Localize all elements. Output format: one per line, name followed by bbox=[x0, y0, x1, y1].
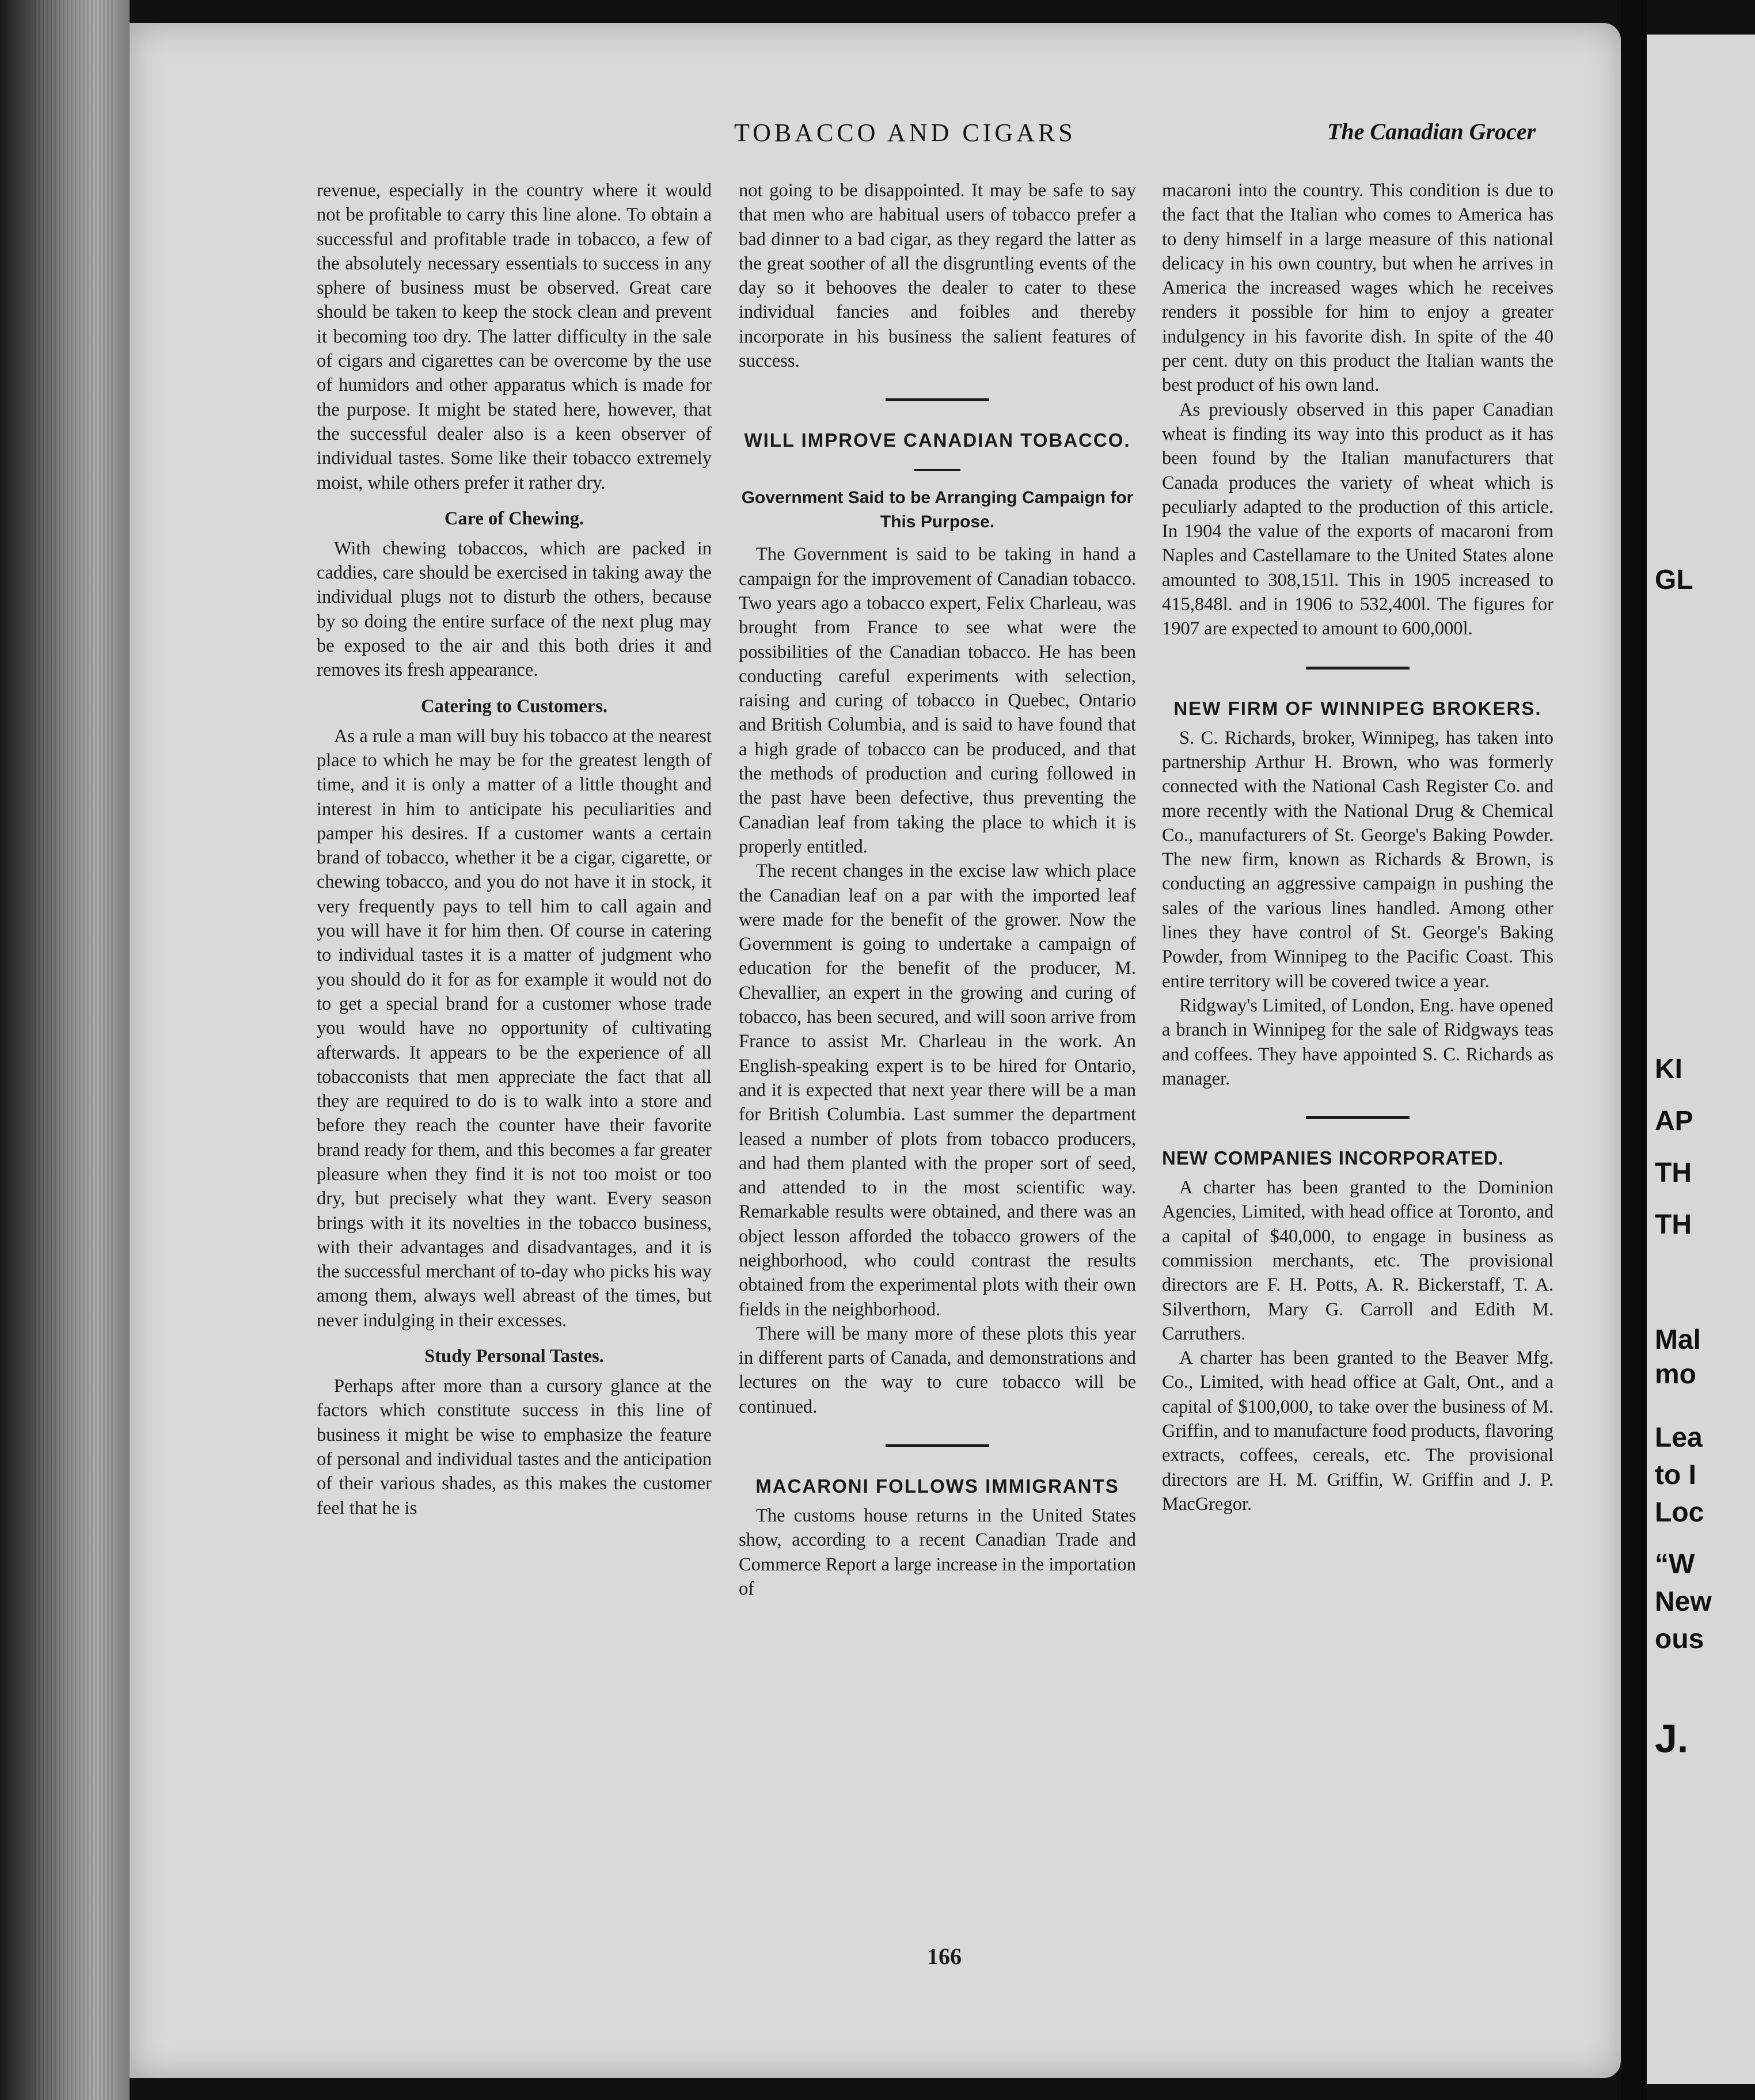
section-divider bbox=[886, 1444, 989, 1447]
facing-page-text: GL bbox=[1655, 565, 1693, 595]
facing-page-text: New bbox=[1655, 1587, 1712, 1617]
facing-page-text: Lea bbox=[1655, 1422, 1703, 1453]
section-divider bbox=[1306, 667, 1410, 669]
subhead-care-of-chewing: Care of Chewing. bbox=[444, 508, 584, 529]
page-number: 166 bbox=[927, 1943, 962, 1969]
col1-paragraph: As a rule a man will buy his tobacco at the nearest place to which he may be for the greatest length of time, and it is only a matter of a little thought and interest in him to anticipate his peculiarities and pamper his desires. If a customer wants a certain brand of tobacco, whether it be a cigar, cigarette, or chewing tobacco, and you do not have it in stock, it very frequently pays to tell him to call again and you will have it for him then. Of course in catering to individual tastes it is a matter of judgment who you should do it for as for example it would not do to get a special brand for a customer whose trade you would have no opportunity of cultivating afterwards. It appears to be the experience of all tobacconists that men appreciate the fact that all they are required to do is to walk into a store and before they reach the counter have their favorite brand ready for them, and this becomes a far greater pleasure when they find it is not too moist or too dry, but precisely what they want. Every season brings with it its novelties in the tobacco business, with their advantages and disadvantages, and it is the successful merchant of to-day who picks his way among them, always well abreast of the times, but never indulging in their excesses. bbox=[317, 725, 712, 1331]
facing-page-text: TH bbox=[1655, 1209, 1692, 1240]
section-divider bbox=[1306, 1116, 1410, 1119]
book-binding-edge bbox=[0, 0, 130, 2100]
headline-new-companies: NEW COMPANIES INCORPORATED. bbox=[1162, 1147, 1505, 1169]
facing-page-text: J. bbox=[1655, 1716, 1689, 1761]
section-divider bbox=[886, 398, 989, 401]
facing-page-text: to I bbox=[1655, 1460, 1696, 1490]
facing-page-text: Loc bbox=[1655, 1497, 1704, 1528]
col3-paragraph: Ridgway's Limited, of London, Eng. have opened a branch in Winnipeg for the sale of Ridgways teas and coffees. They have appointed S. C. Richards as manager. bbox=[1162, 995, 1553, 1089]
col3-paragraph: As previously observed in this paper Canadian wheat is finding its way into this product as it has been found by the Italian manufacturers that Canada produces the variety of wheat which is peculiarly adapted to the production of this article. In 1904 the value of the exports of macaroni from Naples and Castellamare to the United States alone amounted to 308,151l. This in 1905 increased to 415,848l. and in 1906 to 532,400l. The figures for 1907 are expected to amount to 600,000l. bbox=[1162, 399, 1553, 640]
headline-winnipeg-brokers: NEW FIRM OF WINNIPEG BROKERS. bbox=[1173, 697, 1542, 719]
col1-paragraph: revenue, especially in the country where it would not be profitable to carry this line alone. To obtain a successful and profitable trade in tobacco, a few of the absolutely necessary essentials to success in any sphere of business must be observed. Great care should be taken to keep the stock clean and prevent it becoming too dry. The latter difficulty in the sale of cigars and cigarettes can be overcome by the use of humidors and other apparatus which is made for the purpose. It might be stated here, however, that the successful dealer also is a keen observer of individual tastes. Some like their tobacco extremely moist, while others prefer it rather dry. bbox=[317, 180, 712, 493]
page-gutter bbox=[1621, 0, 1647, 2100]
subhead-study-tastes: Study Personal Tastes. bbox=[424, 1346, 604, 1367]
facing-page-text: “W bbox=[1655, 1549, 1695, 1580]
col1-paragraph: Perhaps after more than a cursory glance at the factors which constitute success in this line of business it might be wise to emphasize the feature of personal and individual tastes and the anticipation of their various shades, as this makes the customer feel that he is bbox=[317, 1376, 712, 1519]
deck-government-campaign: Government Said to be Arranging Campaign for This Purpose. bbox=[741, 488, 1134, 532]
col2-paragraph: The recent changes in the excise law which place the Canadian leaf on a par with the imported leaf were made for the benefit of the grower. Now the Government is going to undertake a campaign of education for the benefit of the producer, M. Chevallier, an expert in the growing and curing of tobacco, has been secured, and will soon arrive from France to assist Mr. Charleau in the work. An English-speaking expert is to be hired for Ontario, and it is expected that next year there will be a man for British Columbia. Last summer the department leased a number of plots from tobacco producers, and had them planted with the proper sort of seed, and attended to in the most scientific way. Remarkable results were obtained, and there was an object lesson afforded the tobacco growers of the neighborhood, who could contrast the results obtained from the experimental plots with their own fields in the neighborhood. bbox=[739, 861, 1136, 1320]
headline-canadian-tobacco: WILL IMPROVE CANADIAN TOBACCO. bbox=[744, 429, 1131, 451]
facing-page-text: AP bbox=[1655, 1106, 1693, 1136]
facing-page-text: KI bbox=[1655, 1054, 1682, 1085]
headline-macaroni: MACARONI FOLLOWS IMMIGRANTS bbox=[755, 1475, 1119, 1497]
col3-paragraph: macaroni into the country. This condition is due to the fact that the Italian who comes to America has to deny himself in a large measure of this national delicacy in his own country, but when he arrives in America the increased wages which he receives renders it possible for him to enjoy a greater indulgency in his favorite dish. In spite of the 40 per cent. duty on this product the Italian wants the best product of his own land. bbox=[1162, 180, 1553, 396]
facing-page-text: TH bbox=[1655, 1158, 1692, 1188]
column-3 bbox=[1162, 178, 1553, 1928]
publication-running-title: The Canadian Grocer bbox=[1327, 119, 1536, 144]
col2-paragraph: not going to be disappointed. It may be safe to say that men who are habitual users of tobacco prefer a bad dinner to a bad cigar, as they regard the latter as the great soother of all the disgruntling events of the day so it behooves the dealer to cater to these individual fancies and foibles and thereby incorporate in his business the salient features of success. bbox=[739, 180, 1136, 372]
column-2 bbox=[739, 178, 1136, 1940]
facing-page-text: Mal bbox=[1655, 1325, 1701, 1355]
facing-page-text: ous bbox=[1655, 1624, 1704, 1654]
col2-paragraph: The customs house returns in the United States show, according to a recent Canadian Trade and Commerce Report a large increase in the importation of bbox=[739, 1505, 1136, 1599]
col2-paragraph: The Government is said to be taking in hand a campaign for the improvement of Canadian tobacco. Two years ago a tobacco expert, Felix Charleau, was brought from France to see what were the possibilities of the Canadian tobacco. He has been conducting careful experiments with selection, raising and curing of tobacco in Quebec, Ontario and British Columbia, and is said to have found that a high grade of tobacco can be produced, and that the methods of production and curing followed in the past have been defective, thus preventing the Canadian leaf from taking the place to which it is properly entitled. bbox=[739, 544, 1136, 857]
col1-paragraph: With chewing tobaccos, which are packed in caddies, care should be exercised in taking away the individual plugs not to disturb the others, because by so doing the entire surface of the next plug may be exposed to the air and this both dries it and removes its fresh appearance. bbox=[317, 538, 712, 681]
col3-paragraph: S. C. Richards, broker, Winnipeg, has taken into partnership Arthur H. Brown, who was formerly connected with the National Cash Register Co. and more recently with the National Drug & Chemical Co., manufacturers of St. George's Baking Powder. The new firm, known as Richards & Brown, is conducting an aggressive campaign in pushing the sales of the various lines handled. Among other lines they have control of St. George's Baking Powder, from Winnipeg to the Pacific Coast. This entire territory will be covered twice a year. bbox=[1162, 727, 1553, 992]
facing-page-text: mo bbox=[1655, 1359, 1696, 1390]
short-divider bbox=[914, 469, 960, 471]
section-running-head: TOBACCO AND CIGARS bbox=[734, 119, 1076, 147]
col3-paragraph: A charter has been granted to the Dominion Agencies, Limited, with head office at Toronto, and a capital of $40,000, to engage in business as commission merchants, etc. The provisional directors are F. H. Potts, A. R. Bickerstaff, T. A. Silverthorn, Mary G. Carroll and Edith M. Carruthers. bbox=[1162, 1177, 1553, 1344]
subhead-catering: Catering to Customers. bbox=[420, 695, 608, 717]
col3-paragraph: A charter has been granted to the Beaver Mfg. Co., Limited, with head office at Galt, Ont., and a capital of $100,000, to take over the business of M. Griffin, and to manufacture food products, flavoring extracts, coffees, cereals, etc. The provisional directors are H. M. Griffin, W. Griffin and J. P. MacGregor. bbox=[1162, 1348, 1553, 1515]
column-1 bbox=[317, 178, 712, 1951]
col2-paragraph: There will be many more of these plots this year in different parts of Canada, and demonstrations and lectures on the way to cure tobacco will be continued. bbox=[739, 1323, 1136, 1417]
facing-page-fragment bbox=[1647, 35, 1755, 2084]
